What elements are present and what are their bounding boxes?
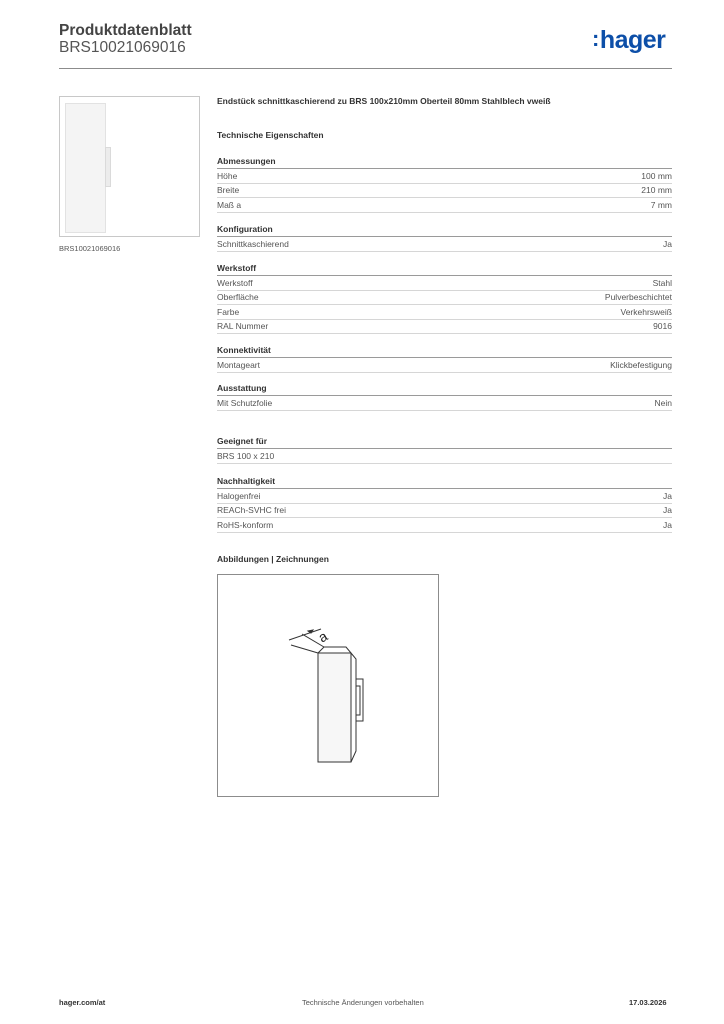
row-value: 210 mm	[641, 185, 672, 196]
row-value: 7 mm	[650, 199, 672, 210]
logo-colon-icon: :	[592, 26, 599, 51]
table-row	[217, 237, 672, 252]
extension-line-left	[291, 645, 318, 653]
section-title: Konfiguration	[217, 224, 672, 237]
row-label: Höhe	[217, 170, 238, 181]
row-label: Mit Schutzfolie	[217, 397, 273, 408]
row-label: Halogenfrei	[217, 490, 261, 501]
row-label: RoHS-konform	[217, 519, 274, 530]
product-description: Endstück schnittkaschierend zu BRS 100x210mm Oberteil 80mm Stahlblech vweiß	[217, 96, 551, 106]
section-equipment	[217, 383, 672, 411]
section-suitable-for	[217, 436, 672, 464]
header-divider	[59, 68, 672, 69]
section-connectivity	[217, 345, 672, 373]
row-value: Pulverbeschichtet	[604, 292, 672, 303]
table-row	[217, 320, 672, 335]
drawing-panel-top-edge	[318, 647, 351, 653]
table-row	[217, 504, 672, 519]
product-clip-shape	[105, 147, 111, 187]
row-value: Verkehrsweiß	[620, 306, 672, 317]
product-panel-shape	[65, 103, 106, 233]
row-label: Schnittkaschierend	[217, 238, 289, 249]
footer-website-link[interactable]: hager.com/at	[59, 998, 106, 1007]
technical-properties-heading: Technische Eigenschaften	[217, 130, 324, 140]
footer-disclaimer: Technische Änderungen vorbehalten	[302, 998, 424, 1007]
row-label: Montageart	[217, 359, 260, 370]
section-title: Geeignet für	[217, 436, 672, 449]
row-value: 9016	[653, 321, 672, 332]
row-label: Maß a	[217, 199, 242, 210]
section-title: Abmessungen	[217, 156, 672, 169]
row-value: Ja	[663, 519, 672, 530]
dimension-label-a: a	[315, 627, 331, 646]
table-row	[217, 184, 672, 199]
row-value: Ja	[663, 238, 672, 249]
row-value: Nein	[654, 397, 672, 408]
section-dimensions	[217, 156, 672, 213]
table-row	[217, 169, 672, 184]
table-row	[217, 489, 672, 504]
row-label: Werkstoff	[217, 277, 253, 288]
drawing-panel-flange	[351, 653, 356, 762]
drawings-heading: Abbildungen | Zeichnungen	[217, 554, 329, 564]
table-row	[217, 291, 672, 306]
footer-date: 17.03.2026	[629, 998, 667, 1007]
drawing-panel-outline	[318, 653, 351, 762]
section-title: Nachhaltigkeit	[217, 476, 672, 489]
row-label: BRS 100 x 210	[217, 450, 275, 461]
technical-drawing	[217, 574, 439, 797]
table-row	[217, 305, 672, 320]
logo-text: hager	[599, 26, 666, 54]
row-value: Stahl	[652, 277, 672, 288]
row-value: 100 mm	[641, 170, 672, 181]
section-sustainability	[217, 476, 672, 533]
row-label: REACh-SVHC frei	[217, 505, 286, 516]
row-label: Breite	[217, 185, 240, 196]
table-row	[217, 396, 672, 411]
row-value: Klickbefestigung	[610, 359, 672, 370]
row-value: Ja	[663, 505, 672, 516]
row-label: RAL Nummer	[217, 321, 269, 332]
product-image-caption: BRS10021069016	[59, 244, 121, 253]
table-row	[217, 276, 672, 291]
table-row	[217, 518, 672, 533]
document-code: BRS10021069016	[59, 39, 186, 56]
document-title: Produktdatenblatt	[59, 22, 192, 39]
section-title: Konnektivität	[217, 345, 672, 358]
table-row	[217, 358, 672, 373]
dimension-arrow-icon	[308, 630, 313, 633]
drawing-clip-detail	[356, 686, 360, 715]
product-image	[59, 96, 200, 237]
section-configuration	[217, 224, 672, 252]
hager-logo[interactable]	[592, 26, 665, 55]
row-label: Farbe	[217, 306, 240, 317]
section-title: Ausstattung	[217, 383, 672, 396]
row-label: Oberfläche	[217, 292, 259, 303]
row-value: Ja	[663, 490, 672, 501]
table-row	[217, 198, 672, 213]
section-title: Werkstoff	[217, 263, 672, 276]
table-row	[217, 449, 672, 464]
section-material	[217, 263, 672, 334]
drawing-svg	[218, 575, 440, 798]
